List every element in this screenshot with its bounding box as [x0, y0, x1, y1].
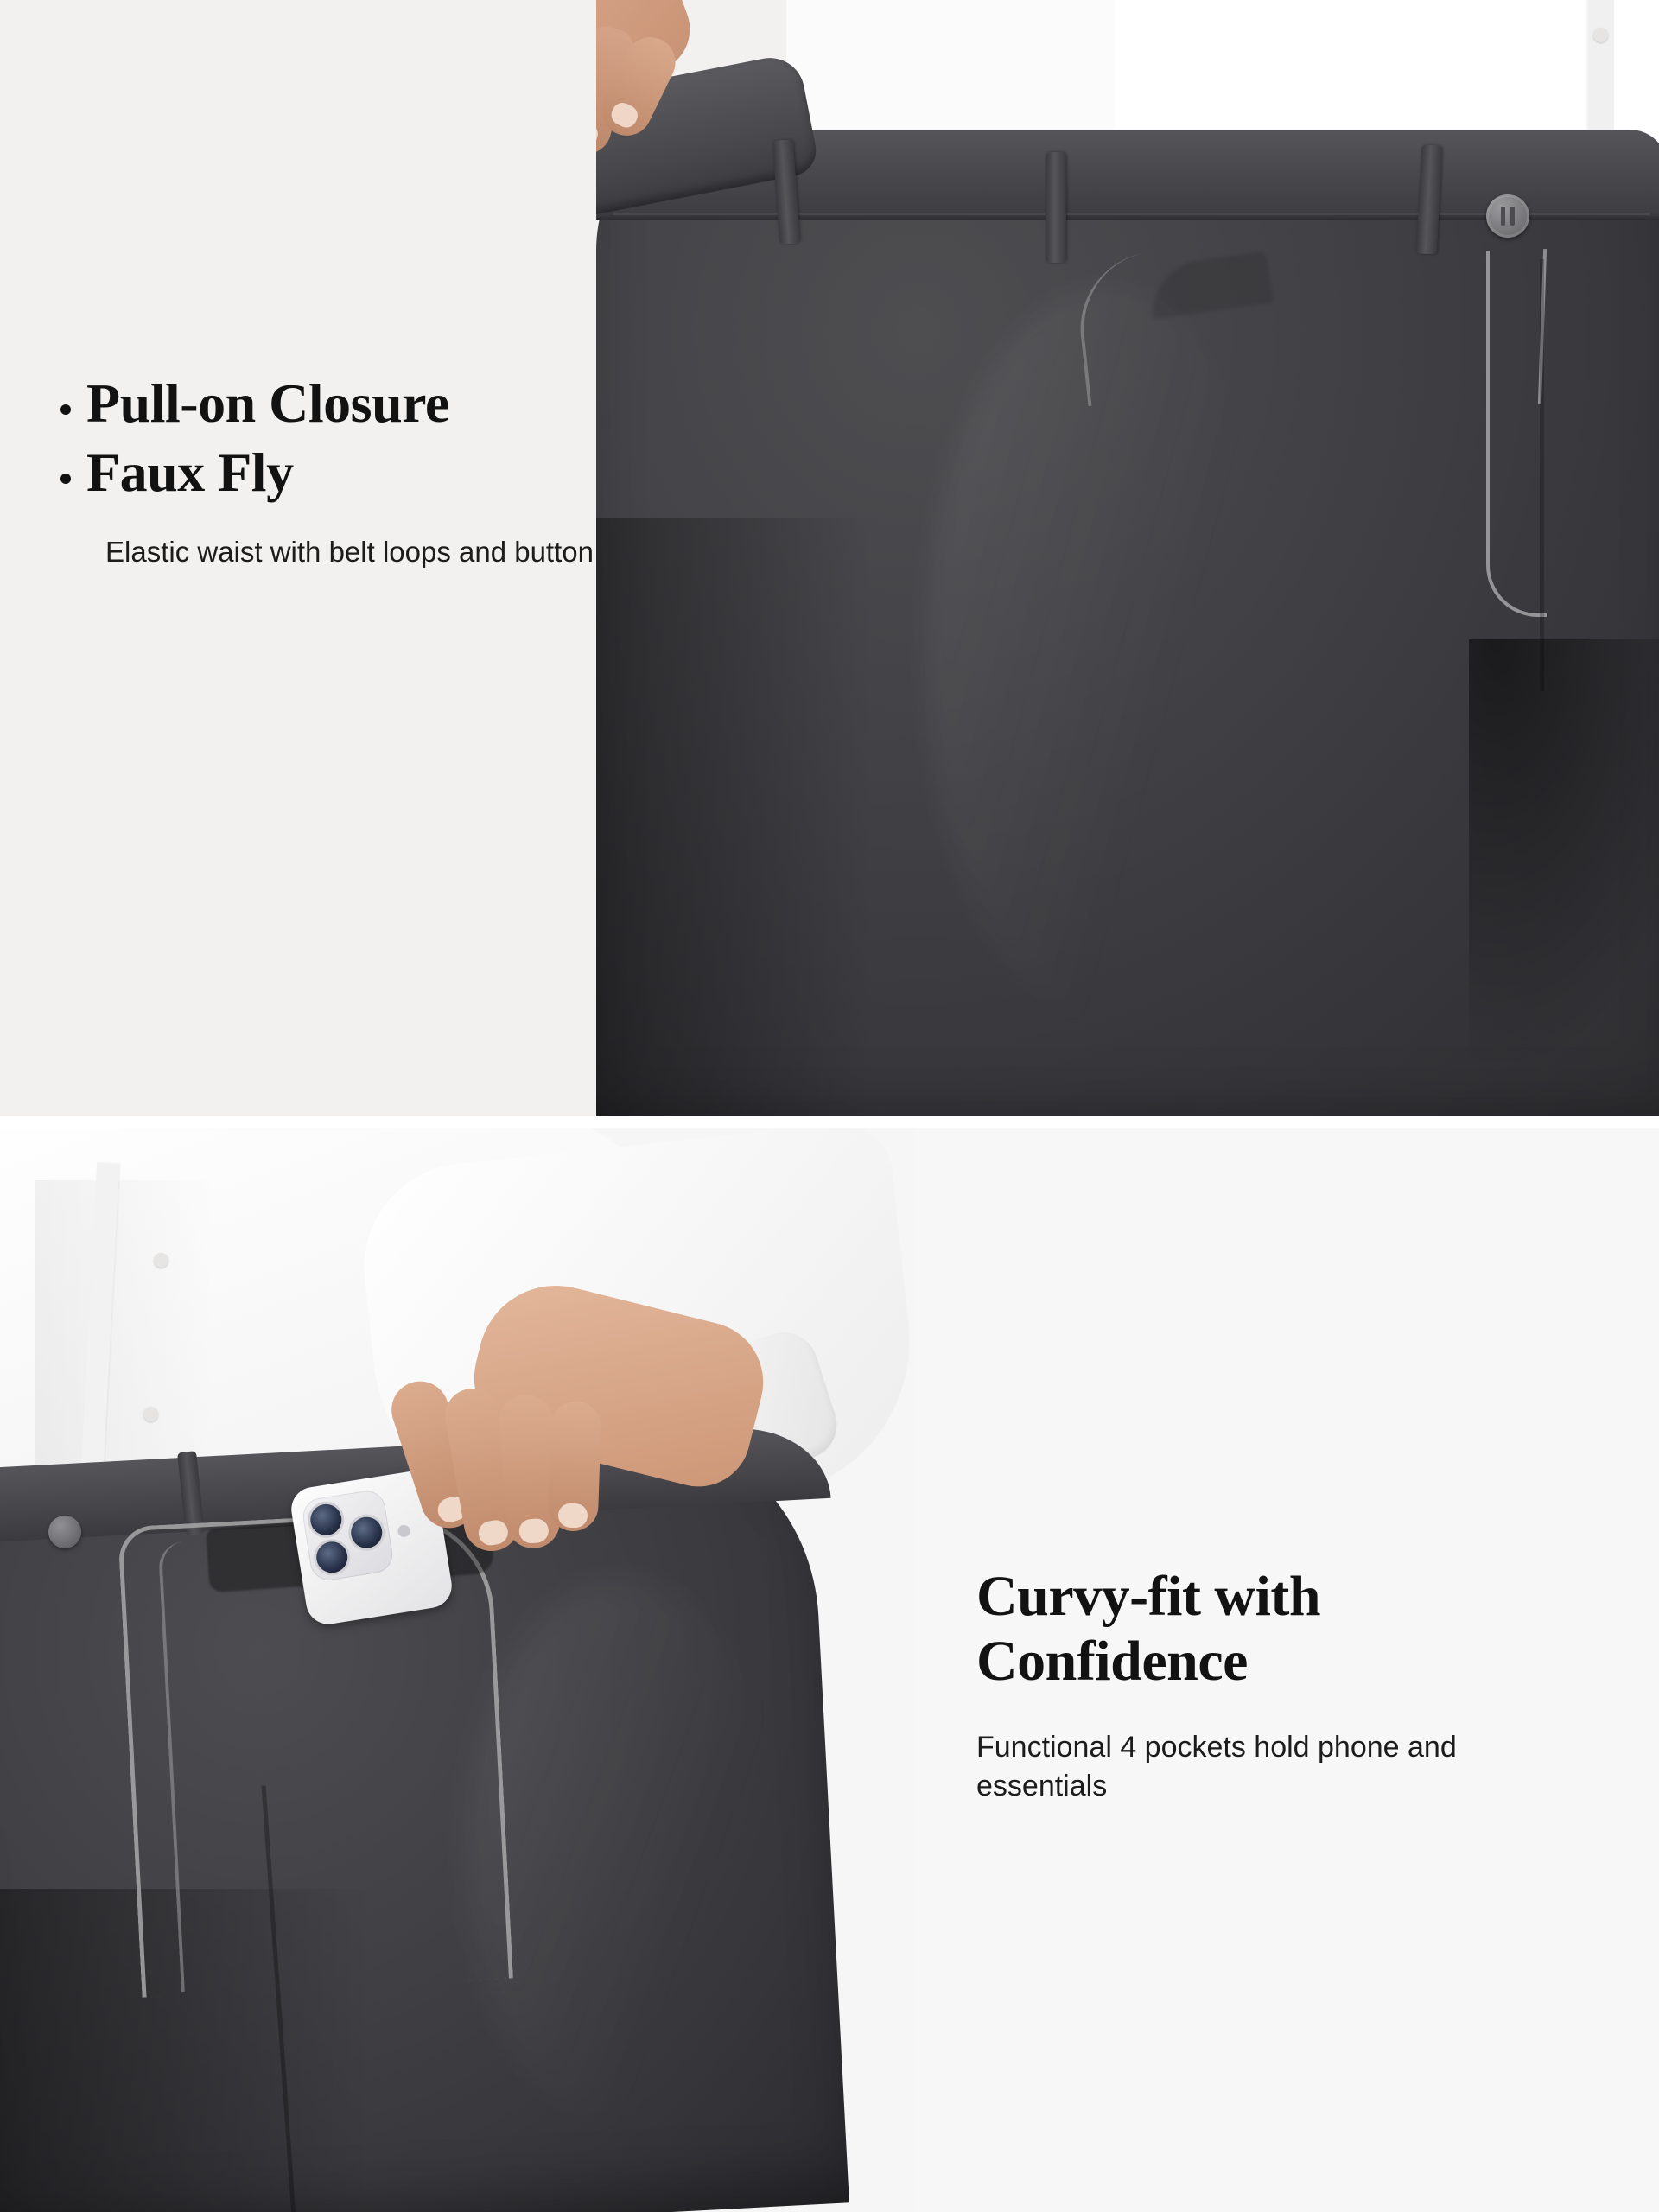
center-front-seam	[1540, 259, 1544, 691]
fingernail	[608, 99, 641, 131]
waistband-button	[48, 1516, 81, 1548]
bullet-label: Faux Fly	[86, 441, 294, 503]
bottom-text-block	[976, 1564, 1599, 1805]
bullet-item	[60, 372, 613, 435]
fingernail	[558, 1503, 588, 1528]
photo-pocket-detail	[0, 1128, 916, 2212]
leg-seam-shadow	[1469, 639, 1659, 1116]
bullet-dot-icon	[60, 474, 71, 484]
bottom-headline: Curvy-fit with Confidence	[976, 1565, 1321, 1694]
faux-fly-stitch	[1486, 251, 1547, 617]
fingernail	[596, 119, 601, 148]
top-text-block	[60, 372, 613, 571]
top-subtext: Elastic waist with belt loops and button	[105, 536, 594, 569]
fingernail	[477, 1518, 510, 1547]
bottom-subtext: Functional 4 pockets hold phone and essentials	[976, 1731, 1457, 1802]
finger	[547, 1401, 601, 1532]
shirt-button	[1593, 28, 1608, 42]
bullet-dot-icon	[60, 404, 71, 415]
fingernail	[518, 1518, 550, 1544]
shirt-button	[154, 1253, 168, 1268]
panel-divider	[0, 1116, 1659, 1128]
photo-scene-bottom	[0, 1128, 916, 2212]
leg-shadow	[596, 518, 873, 1116]
fabric-sheen	[467, 1578, 778, 2131]
belt-loop	[1046, 152, 1066, 263]
bullet-item	[60, 441, 613, 505]
camera-lens-icon	[315, 1540, 350, 1575]
camera-lens-icon	[308, 1502, 344, 1537]
model-hand-placing-phone	[372, 1284, 734, 1569]
photo-scene-top	[596, 0, 1659, 1116]
bullet-label: Pull-on Closure	[86, 372, 449, 434]
waistband-button	[1486, 194, 1529, 238]
shirt-button	[143, 1407, 158, 1421]
model-hand-pulling-waistband	[596, 0, 639, 181]
photo-waistband-detail	[596, 0, 1659, 1116]
